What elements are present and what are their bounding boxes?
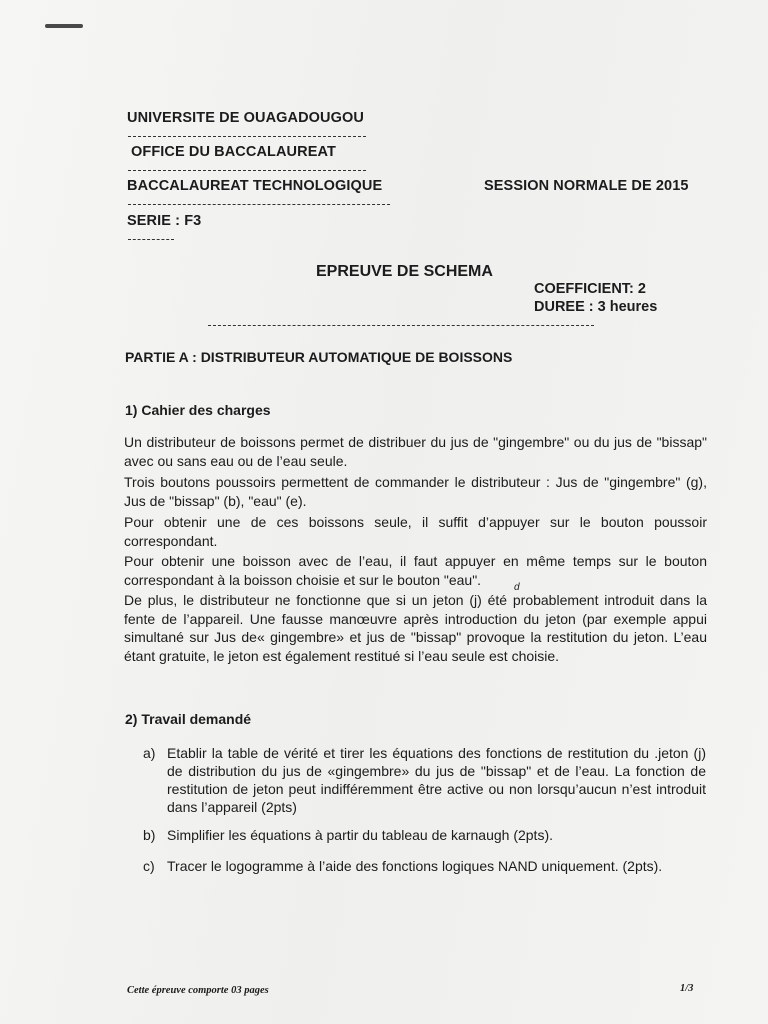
- travail-heading: 2) Travail demandé: [125, 711, 252, 727]
- task-label: c): [143, 858, 155, 874]
- exam-title: EPREUVE DE SCHEMA: [316, 263, 493, 280]
- paragraph: Trois boutons poussoirs permettent de commander le distributeur : Jus de "gingembre" (g), Jus de "bissap" (b), "eau" (e).: [124, 474, 707, 509]
- footer-note: Cette épreuve comporte 03 pages: [127, 985, 269, 996]
- page-number: 1/3: [680, 983, 694, 994]
- divider: [208, 325, 594, 326]
- task-text: Tracer le logogramme à l’aide des fonctions logiques NAND uniquement. (2pts).: [167, 858, 663, 874]
- bac-type: BACCALAUREAT TECHNOLOGIQUE: [127, 178, 383, 194]
- coefficient: COEFFICIENT: 2: [534, 281, 646, 297]
- divider: [128, 239, 174, 240]
- cahier-heading: 1) Cahier des charges: [125, 402, 271, 418]
- duration: DUREE : 3 heures: [534, 299, 658, 315]
- task-text: Simplifier les équations à partir du tableau de karnaugh (2pts).: [167, 827, 553, 843]
- part-a-title: PARTIE A : DISTRIBUTEUR AUTOMATIQUE DE BOISSONS: [125, 349, 513, 365]
- office-name: OFFICE DU BACCALAUREAT: [131, 144, 336, 160]
- serie: SERIE : F3: [127, 213, 202, 229]
- task-label: b): [143, 827, 156, 843]
- divider: [128, 170, 366, 171]
- paragraph: Un distributeur de boissons permet de distribuer du jus de "gingembre" ou du jus de "bissap" avec ou sans eau ou de l’eau seule.: [124, 434, 707, 469]
- scan-mark: [45, 24, 83, 28]
- handwritten-correction: d: [514, 582, 520, 593]
- divider: [128, 136, 366, 137]
- paragraph: De plus, le distributeur ne fonctionne que si un jeton (j) été probablement introduit dans la fente de l’appareil. Une fausse manœuvre après introduction du jeton (par exemple appui simultané sur Jus de« gingembre» et jus de "bissap" provoque la restitution du jeton. L’eau étant gratuite, le jeton est également restitué si l’eau seule est choisie.: [124, 592, 707, 664]
- task-text: Etablir la table de vérité et tirer les équations des fonctions de restitution du .jeton (j) de distribution du jus de «gingembre» du jus de "bissap" et de l’eau. La fonction de restitution de jeton peut indifféremment être active ou non lorsqu’aucun n’est introduit dans l’appareil (2pts): [167, 745, 706, 815]
- task-label: a): [143, 745, 156, 761]
- session: SESSION NORMALE DE 2015: [484, 178, 689, 194]
- paragraph: Pour obtenir une boisson avec de l’eau, il faut appuyer en même temps sur le bouton correspondant à la boisson choisie et sur le bouton "eau".: [124, 553, 707, 588]
- university-name: UNIVERSITE DE OUAGADOUGOU: [127, 110, 364, 126]
- paragraph: Pour obtenir une de ces boissons seule, il suffit d’appuyer sur le bouton poussoir correspondant.: [124, 514, 707, 549]
- divider: [128, 204, 390, 205]
